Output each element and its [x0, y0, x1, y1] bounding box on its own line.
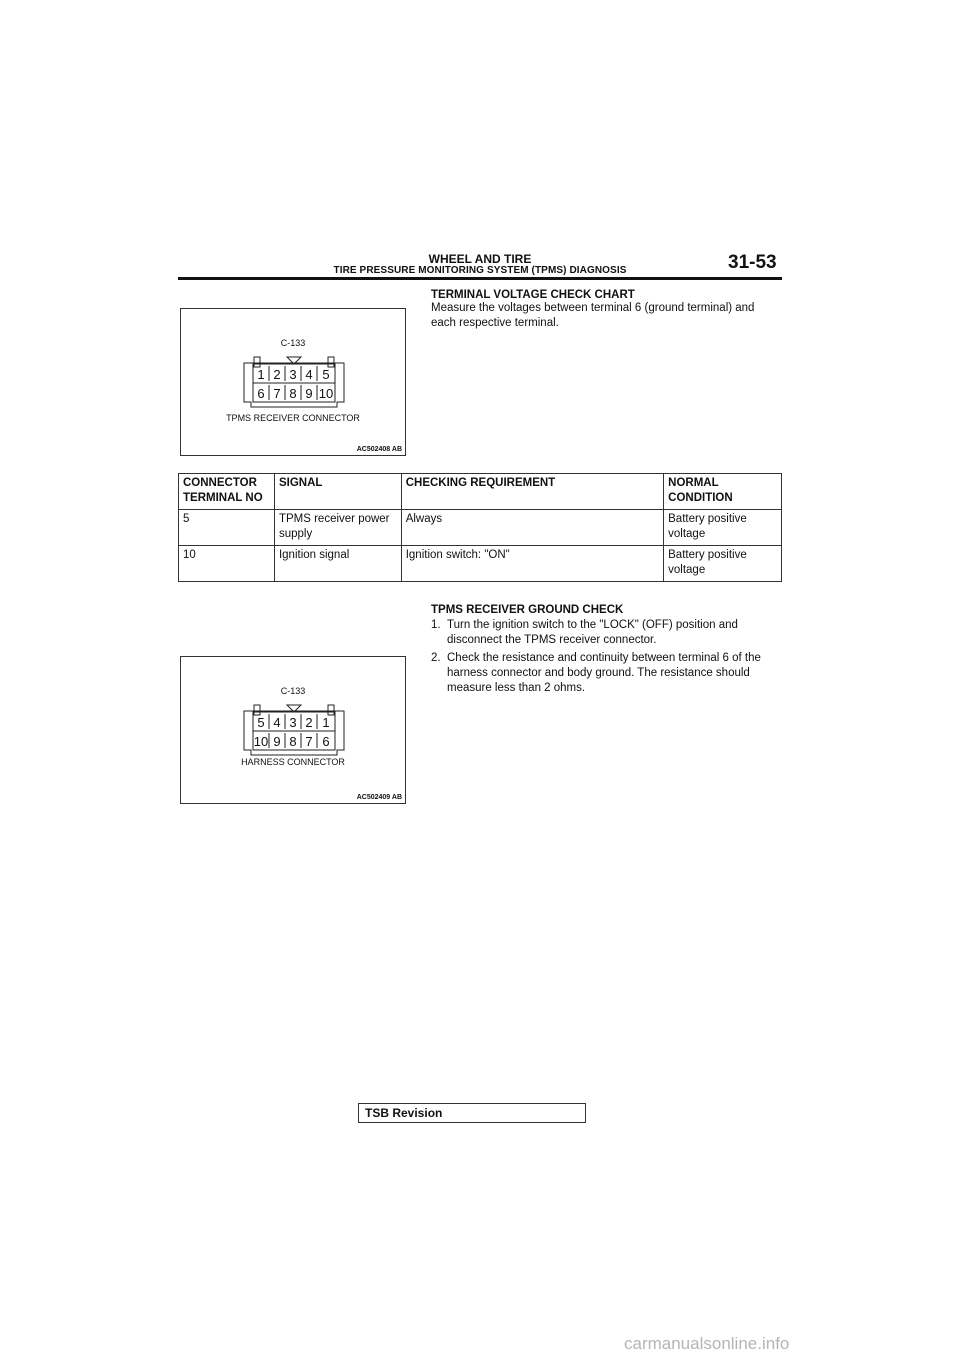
voltage-check-section: [431, 289, 781, 331]
pin-label: 8: [289, 734, 297, 749]
header-rule: [178, 277, 782, 280]
watermark: carmanualsonline.info: [624, 1334, 790, 1353]
figure-code: AC502408 AB: [356, 446, 402, 453]
ground-check-heading: TPMS RECEIVER GROUND CHECK: [431, 604, 624, 616]
ground-check-steps: [431, 618, 781, 696]
pin-label: 6: [322, 734, 330, 749]
table-cell: TPMS receiver power supply: [274, 510, 401, 546]
table-cell: Ignition switch: "ON": [401, 546, 663, 582]
connector-id: C-133: [280, 338, 306, 348]
pin-label: 9: [305, 386, 313, 401]
section-subtitle: TIRE PRESSURE MONITORING SYSTEM (TPMS) DIAGNOSIS: [333, 265, 627, 276]
column-header: CHECKING REQUIREMENT: [401, 474, 663, 510]
pin-label: 7: [273, 386, 281, 401]
connector-drawing: [181, 309, 407, 457]
list-item: [431, 618, 781, 648]
pin-label: 1: [322, 715, 330, 730]
pin-label: 2: [273, 367, 281, 382]
pin-label: 9: [273, 734, 281, 749]
step-number: 2.: [431, 652, 441, 664]
step-text: Turn the ignition switch to the "LOCK" (OFF) position and disconnect the TPMS receiver connector.: [447, 619, 738, 646]
section-title: WHEEL AND TIRE: [428, 252, 532, 266]
pin-label: 5: [257, 715, 265, 730]
table-cell: 10: [179, 546, 275, 582]
column-header: CONNECTOR TERMINAL NO: [179, 474, 275, 510]
harness-connector-figure: [180, 656, 406, 804]
pin-label: 2: [305, 715, 313, 730]
voltage-check-text: Measure the voltages between terminal 6 (ground terminal) and each respective terminal.: [431, 302, 755, 329]
list-item: [431, 651, 781, 696]
connector-drawing: [181, 657, 407, 805]
pin-label: 4: [273, 715, 281, 730]
pin-label: 7: [305, 734, 313, 749]
table-header-row: [179, 474, 782, 510]
step-number: 1.: [431, 619, 441, 631]
pin-label: 10: [253, 734, 269, 749]
table-cell: Always: [401, 510, 663, 546]
receiver-connector-figure: [180, 308, 406, 456]
voltage-check-heading: TERMINAL VOLTAGE CHECK CHART: [431, 289, 635, 301]
tsb-revision-box: TSB Revision: [358, 1103, 586, 1123]
pin-label: 6: [257, 386, 265, 401]
figure-caption: HARNESS CONNECTOR: [241, 757, 345, 767]
table-cell: 5: [179, 510, 275, 546]
pin-label: 10: [318, 386, 334, 401]
table-row: [179, 510, 782, 546]
table-cell: Battery positive voltage: [664, 510, 782, 546]
page-number: 31-53: [728, 252, 777, 273]
column-header: SIGNAL: [274, 474, 401, 510]
pin-label: 1: [257, 367, 265, 382]
table-cell: Battery positive voltage: [664, 546, 782, 582]
terminal-voltage-table: [178, 473, 782, 582]
table-cell: Ignition signal: [274, 546, 401, 582]
figure-caption: TPMS RECEIVER CONNECTOR: [226, 413, 360, 423]
step-text: Check the resistance and continuity between terminal 6 of the harness connector and body ground. The resistance should measure less than 2 ohms.: [447, 652, 761, 694]
column-header: NORMAL CONDITION: [664, 474, 782, 510]
figure-code: AC502409 AB: [356, 794, 402, 801]
pin-label: 3: [289, 715, 297, 730]
ground-check-section: [431, 604, 781, 699]
pin-label: 8: [289, 386, 297, 401]
table-row: [179, 546, 782, 582]
pin-label: 5: [322, 367, 330, 382]
connector-id: C-133: [280, 686, 306, 696]
pin-label: 3: [289, 367, 297, 382]
pin-label: 4: [305, 367, 313, 382]
